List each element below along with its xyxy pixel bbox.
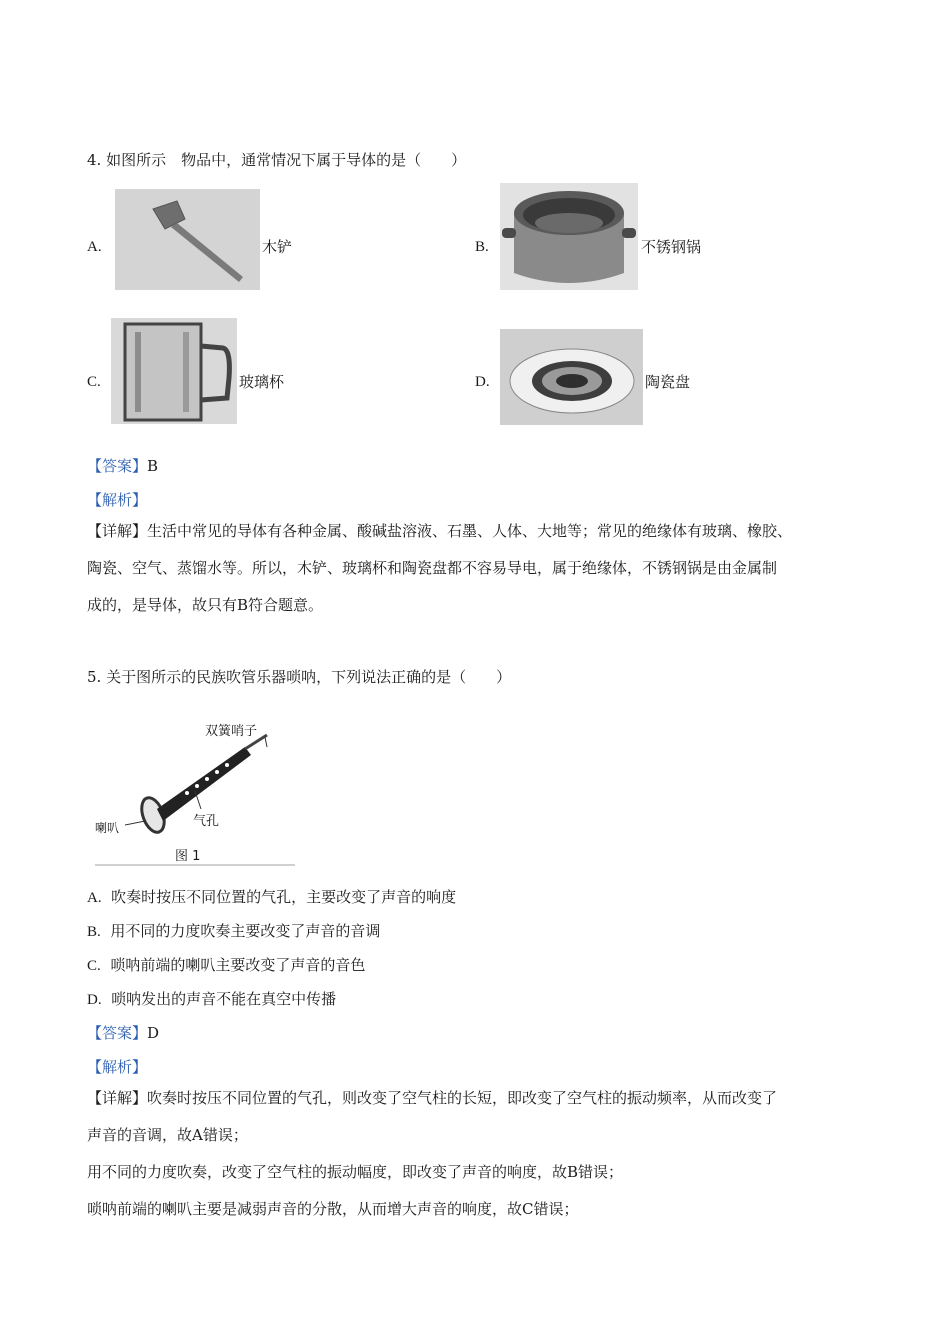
q5-option-a: A. 吹奏时按压不同位置的气孔，主要改变了声音的响度 xyxy=(87,888,457,906)
q4-detail-paragraph xyxy=(87,513,877,624)
answer-value: D xyxy=(147,1024,160,1042)
q5-option-d: D. 唢呐发出的声音不能在真空中传播 xyxy=(87,990,337,1008)
q4-option-d-letter: D. xyxy=(475,374,490,390)
glass-mug-image xyxy=(111,318,237,424)
q5-stem: 5. 关于图所示的民族吹管乐器唢呐，下列说法正确的是（ ） xyxy=(87,668,512,686)
figure-caption: 图 1 xyxy=(175,849,201,864)
steel-pot-image xyxy=(500,183,638,290)
q5-option-c: C. 唢呐前端的喇叭主要改变了声音的音色 xyxy=(87,956,366,974)
label-reed: 双簧哨子 xyxy=(205,724,258,739)
label-horn: 喇叭 xyxy=(95,821,120,835)
detail-text-2: 声音的音调，故A错误； xyxy=(87,1126,248,1144)
answer-value: B xyxy=(147,457,159,475)
q4-option-a-caption: 木铲 xyxy=(262,238,293,256)
wooden-spatula-image xyxy=(115,189,260,290)
q4-option-c-caption: 玻璃杯 xyxy=(239,373,285,391)
q4-answer-line xyxy=(87,455,158,477)
q4-option-b-letter: B. xyxy=(475,239,489,255)
label-hole: 气孔 xyxy=(193,814,220,829)
answer-tag: 【答案】 xyxy=(87,457,148,475)
q4-option-a-letter: A. xyxy=(87,239,102,255)
detail-text-4: 唢呐前端的喇叭主要是减弱声音的分散，从而增大声音的响度，故C错误； xyxy=(87,1200,579,1218)
detail-text-1: 生活中常见的导体有各种金属、酸碱盐溶液、石墨、人体、大地等；常见的绝缘体有玻璃、橡胶、 xyxy=(147,522,793,540)
q4-option-c-letter: C. xyxy=(87,374,101,390)
q5-answer-line xyxy=(87,1022,159,1044)
suona-figure xyxy=(95,717,295,867)
answer-tag: 【答案】 xyxy=(87,1024,148,1042)
q4-analysis-tag: 【解析】 xyxy=(87,491,148,509)
q4-option-b-caption: 不锈钢锅 xyxy=(641,238,702,256)
detail-text-3: 成的，是导体，故只有B符合题意。 xyxy=(87,596,324,614)
q5-option-b: B. 用不同的力度吹奏主要改变了声音的音调 xyxy=(87,922,381,940)
q4-option-d-caption: 陶瓷盘 xyxy=(645,373,691,391)
detail-tag: 【详解】 xyxy=(87,522,148,540)
q5-analysis-tag: 【解析】 xyxy=(87,1058,148,1076)
q5-detail-paragraph xyxy=(87,1080,877,1228)
ceramic-plate-image xyxy=(500,329,643,425)
detail-text-2: 陶瓷、空气、蒸馏水等。所以，木铲、玻璃杯和陶瓷盘都不容易导电，属于绝缘体，不锈钢锅是由金属制 xyxy=(87,559,778,577)
detail-tag: 【详解】 xyxy=(87,1089,148,1107)
detail-text-3: 用不同的力度吹奏，改变了空气柱的振动幅度，即改变了声音的响度，故B错误； xyxy=(87,1163,624,1181)
q4-stem: 4. 如图所示 物品中，通常情况下属于导体的是（ ） xyxy=(87,151,467,169)
detail-text-1: 吹奏时按压不同位置的气孔，则改变了空气柱的长短，即改变了空气柱的振动频率，从而改变了 xyxy=(147,1089,778,1107)
